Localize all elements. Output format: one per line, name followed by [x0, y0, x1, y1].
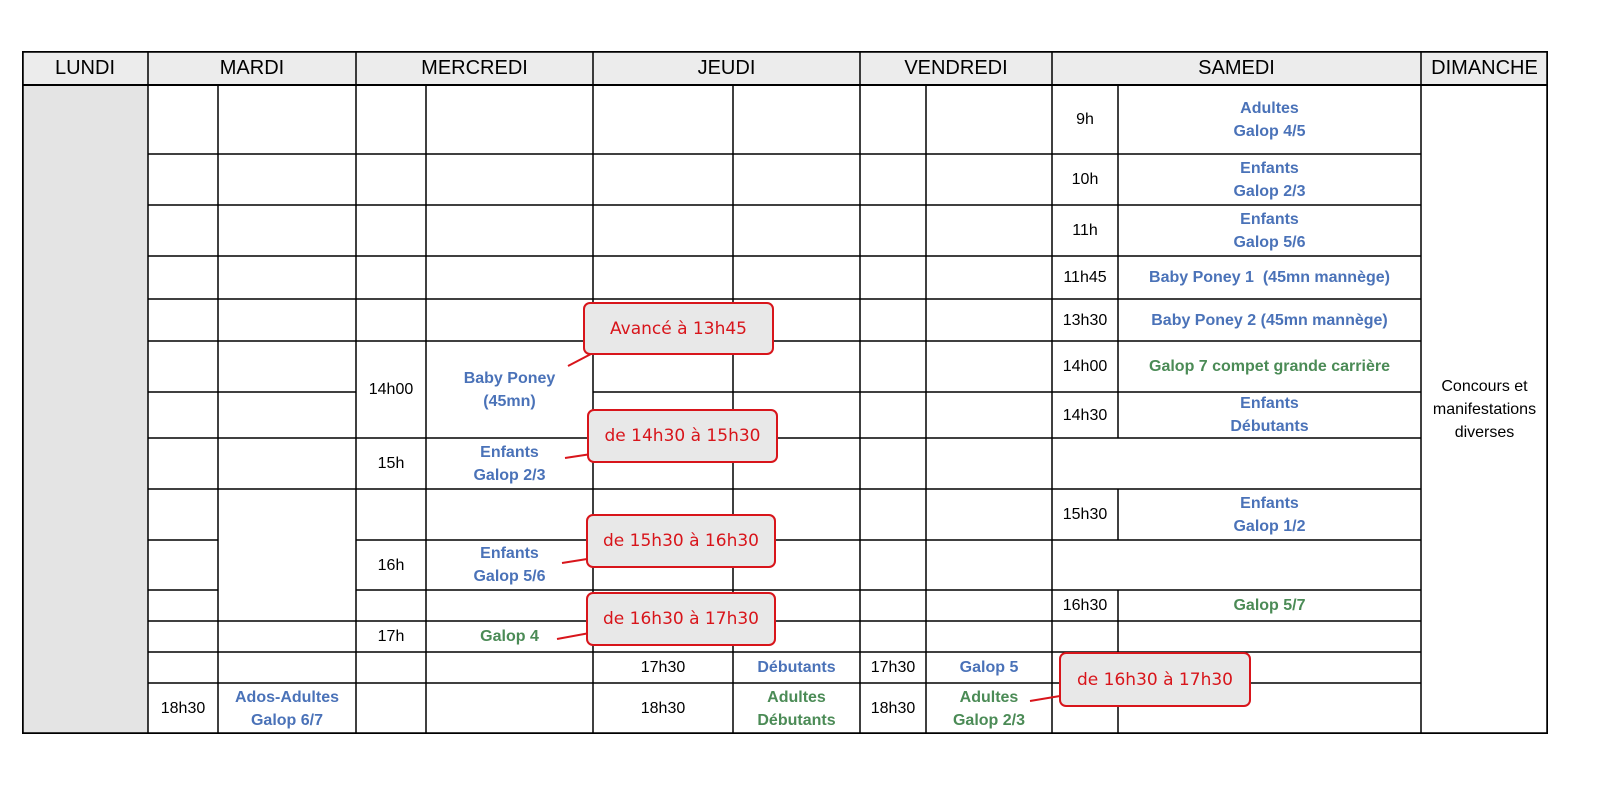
samedi-time-13h30: 13h30 [1062, 311, 1108, 329]
callout-avance-13h45: Avancé à 13h45 [583, 302, 774, 355]
jeudi-debutants: Débutants [757, 659, 836, 676]
samedi-enfants-galop-12: Enfants Galop 1/2 [1233, 494, 1306, 535]
samedi-baby-poney-1: Baby Poney 1 (45mn mannège) [1149, 269, 1390, 286]
header-jeudi: JEUDI [593, 51, 860, 85]
samedi-time-11h45: 11h45 [1063, 269, 1107, 286]
samedi-time-16h30: 16h30 [1062, 597, 1108, 614]
callout-14h30-15h30: de 14h30 à 15h30 [587, 409, 778, 463]
mercredi-enfants-galop-23: Enfants Galop 2/3 [473, 443, 546, 484]
vendredi-time-adultes: 18h30 [870, 700, 916, 717]
mercredi-time-galop4: 17h [377, 628, 405, 645]
mardi-ados-adultes: Ados-Adultes Galop 6/7 [235, 688, 339, 729]
mercredi-time-baby: 14h00 [368, 381, 414, 398]
header-samedi: SAMEDI [1052, 51, 1421, 85]
mardi-time-ados: 18h30 [160, 700, 206, 717]
header-lundi: LUNDI [22, 51, 148, 85]
header-mardi: MARDI [148, 51, 356, 85]
header-vendredi: VENDREDI [860, 51, 1052, 85]
samedi-time-14h30: 14h30 [1062, 406, 1108, 424]
mercredi-time-enfants-56: 16h [377, 556, 405, 574]
samedi-time-15h30: 15h30 [1062, 506, 1108, 523]
samedi-galop7-compet: Galop 7 compet grande carrière [1149, 358, 1390, 375]
vendredi-galop5: Galop 5 [959, 659, 1019, 676]
mercredi-baby-poney: Baby Poney (45mn) [463, 369, 556, 410]
vendredi-time-galop5: 17h30 [870, 659, 916, 676]
jeudi-adultes-debutants: Adultes Débutants [757, 688, 836, 729]
samedi-time-11h: 11h [1072, 222, 1098, 239]
callout-16h30-17h30-samedi: de 16h30 à 17h30 [1059, 652, 1251, 707]
dimanche-concours: Concours et manifestations diverses [1432, 378, 1537, 441]
mercredi-time-enfants-23: 15h [377, 455, 405, 472]
mercredi-galop4: Galop 4 [480, 628, 539, 645]
callout-16h30-17h30-jeudi: de 16h30 à 17h30 [586, 592, 776, 646]
samedi-time-9h: 9h [1076, 111, 1094, 128]
header-mercredi: MERCREDI [356, 51, 593, 85]
samedi-enfants-galop-56: Enfants Galop 5/6 [1233, 210, 1306, 251]
callout-15h30-16h30: de 15h30 à 16h30 [586, 514, 776, 568]
mercredi-enfants-galop-56: Enfants Galop 5/6 [473, 545, 546, 585]
jeudi-time-adultes: 18h30 [640, 700, 686, 717]
samedi-time-10h: 10h [1071, 171, 1099, 188]
samedi-enfants-galop-23: Enfants Galop 2/3 [1233, 159, 1306, 200]
jeudi-time-debutants: 17h30 [640, 659, 686, 676]
samedi-galop-57: Galop 5/7 [1233, 597, 1306, 614]
header-dimanche: DIMANCHE [1421, 51, 1548, 85]
samedi-baby-poney-2: Baby Poney 2 (45mn mannège) [1151, 311, 1388, 329]
samedi-time-14h00: 14h00 [1062, 358, 1108, 375]
vendredi-adultes-galop-23: Adultes Galop 2/3 [952, 688, 1026, 729]
samedi-enfants-debutants: Enfants Débutants [1230, 395, 1309, 435]
samedi-adultes-galop-45: Adultes Galop 4/5 [1233, 99, 1306, 140]
